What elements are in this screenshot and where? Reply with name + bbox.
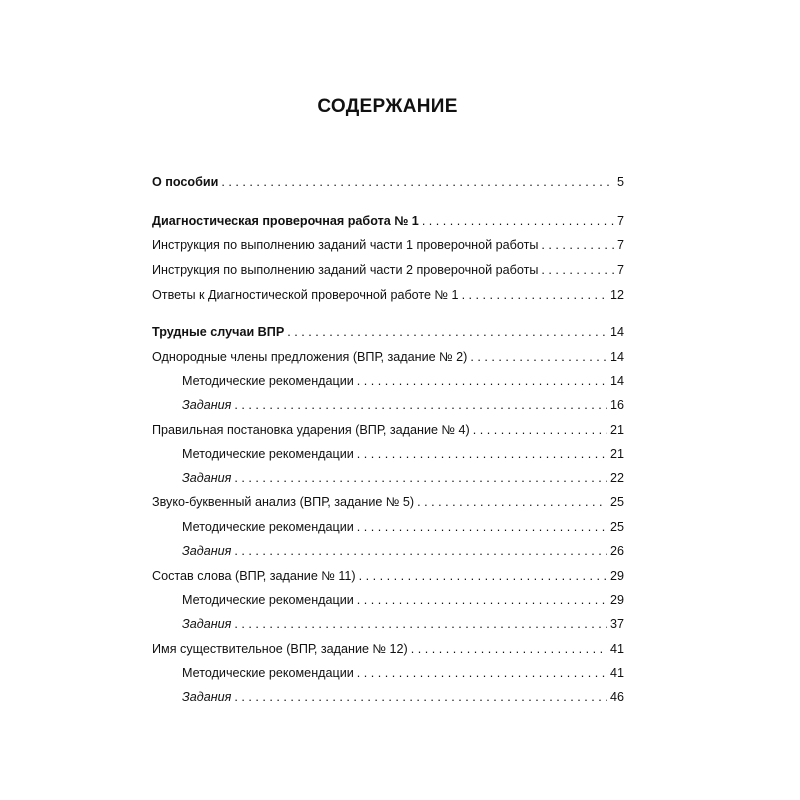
dot-leader <box>287 325 607 339</box>
toc-entry-page: 14 <box>609 350 624 364</box>
toc-entry[interactable] <box>182 374 624 392</box>
toc-entry[interactable] <box>182 617 624 635</box>
dot-leader <box>470 350 607 364</box>
dot-leader <box>234 617 607 631</box>
toc-entry[interactable] <box>152 569 624 587</box>
toc-entry-page: 12 <box>609 288 624 302</box>
dot-leader <box>357 520 607 534</box>
dot-leader <box>357 374 607 388</box>
toc-entry-label: О пособии <box>152 175 219 189</box>
toc-entry-label: Состав слова (ВПР, задание № 11) <box>152 569 356 583</box>
toc-entry[interactable] <box>182 471 624 489</box>
toc-entry-label: Задания <box>182 471 232 485</box>
toc-entry[interactable] <box>182 544 624 562</box>
toc-entry[interactable] <box>182 666 624 684</box>
toc-entry[interactable] <box>152 263 624 281</box>
toc-entry-label: Инструкция по выполнению заданий части 2 проверочной работы <box>152 263 539 277</box>
toc-entry-label: Имя существительное (ВПР, задание № 12) <box>152 642 408 656</box>
toc-entry-label: Задания <box>182 690 232 704</box>
dot-leader <box>357 593 607 607</box>
dot-leader <box>417 495 607 509</box>
toc-entry[interactable] <box>182 447 624 465</box>
toc-entry-page: 25 <box>609 520 624 534</box>
toc-entry[interactable] <box>152 288 624 306</box>
dot-leader <box>357 447 607 461</box>
toc-entry[interactable] <box>152 325 624 343</box>
dot-leader <box>234 690 607 704</box>
toc-entry-page: 21 <box>609 423 624 437</box>
page-title: СОДЕРЖАНИЕ <box>317 96 458 117</box>
dot-leader <box>541 238 614 252</box>
toc-entry-page: 29 <box>609 593 624 607</box>
toc-entry-label: Диагностическая проверочная работа № 1 <box>152 214 419 228</box>
toc-entry[interactable] <box>182 690 624 708</box>
toc-entry-label: Задания <box>182 398 232 412</box>
toc-entry[interactable] <box>152 175 624 193</box>
toc-entry-page: 14 <box>609 325 624 339</box>
toc-entry[interactable] <box>182 593 624 611</box>
toc-entry-page: 14 <box>609 374 624 388</box>
toc-entry-label: Правильная постановка ударения (ВПР, задание № 4) <box>152 423 470 437</box>
toc-entry-page: 7 <box>616 263 624 277</box>
toc-entry-label: Задания <box>182 617 232 631</box>
toc-entry-page: 7 <box>616 214 624 228</box>
toc-entry-label: Звуко-буквенный анализ (ВПР, задание № 5) <box>152 495 415 509</box>
toc-entry-page: 41 <box>609 642 624 656</box>
dot-leader <box>422 214 614 228</box>
toc-entry-page: 26 <box>609 544 624 558</box>
toc-entry-page: 46 <box>609 690 624 704</box>
dot-leader <box>359 569 607 583</box>
toc-entry-page: 16 <box>609 398 624 412</box>
toc-entry-page: 7 <box>616 238 624 252</box>
toc-entry-page: 21 <box>609 447 624 461</box>
dot-leader <box>234 544 607 558</box>
toc-entry[interactable] <box>182 520 624 538</box>
toc-entry-label: Инструкция по выполнению заданий части 1 проверочной работы <box>152 238 539 252</box>
toc-entry-page: 25 <box>609 495 624 509</box>
toc-entry-page: 37 <box>609 617 624 631</box>
toc-entry-label: Методические рекомендации <box>182 447 354 461</box>
toc-entry[interactable] <box>152 423 624 441</box>
toc-entry[interactable] <box>152 642 624 660</box>
toc-entry-label: Методические рекомендации <box>182 666 354 680</box>
toc-entry-page: 5 <box>616 175 624 189</box>
dot-leader <box>234 471 607 485</box>
dot-leader <box>221 175 614 189</box>
dot-leader <box>473 423 607 437</box>
toc-entry[interactable] <box>152 495 624 513</box>
dot-leader <box>462 288 607 302</box>
toc-entry[interactable] <box>182 398 624 416</box>
dot-leader <box>541 263 614 277</box>
toc-entry[interactable] <box>152 238 624 256</box>
toc-entry-label: Трудные случаи ВПР <box>152 325 285 339</box>
toc-entry-label: Задания <box>182 544 232 558</box>
toc-entry-label: Методические рекомендации <box>182 593 354 607</box>
toc-entry-page: 29 <box>609 569 624 583</box>
toc-entry[interactable] <box>152 214 624 232</box>
dot-leader <box>357 666 607 680</box>
toc-entry-label: Методические рекомендации <box>182 374 354 388</box>
dot-leader <box>234 398 607 412</box>
toc-entry-page: 22 <box>609 471 624 485</box>
dot-leader <box>411 642 607 656</box>
toc-entry-label: Ответы к Диагностической проверочной работе № 1 <box>152 288 459 302</box>
toc-entry[interactable] <box>152 350 624 368</box>
toc-entry-page: 41 <box>609 666 624 680</box>
toc-entry-label: Однородные члены предложения (ВПР, задание № 2) <box>152 350 468 364</box>
toc-entry-label: Методические рекомендации <box>182 520 354 534</box>
